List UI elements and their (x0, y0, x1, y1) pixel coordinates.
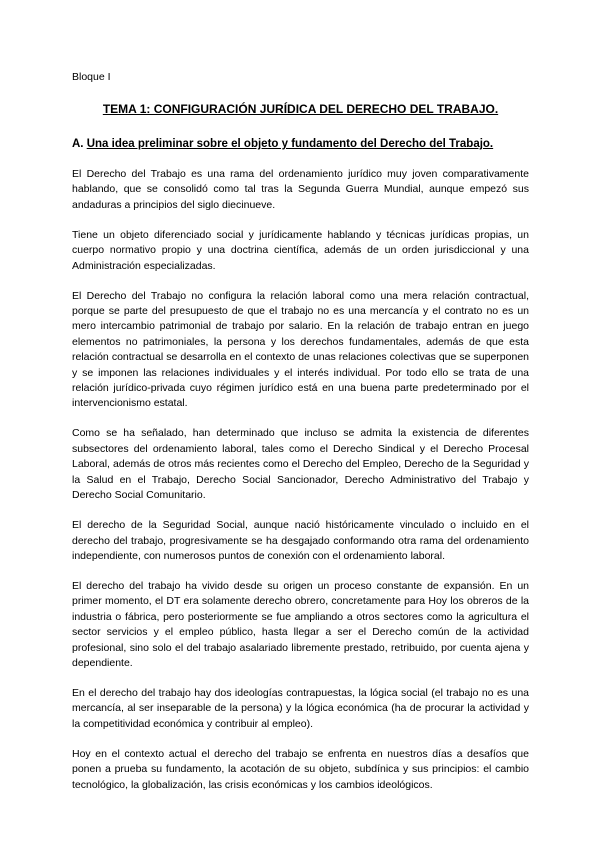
section-letter: A. (72, 138, 84, 150)
paragraph-1: El Derecho del Trabajo es una rama del ordenamiento jurídico muy joven comparativamente hablando, que se consolidó como tal tras la Segunda Guerra Mundial, aunque empezó sus andaduras a principios del siglo diecinueve. (72, 168, 529, 211)
page-title: TEMA 1: CONFIGURACIÓN JURÍDICA DEL DERECHO DEL TRABAJO. (102, 102, 499, 116)
document-page (72, 70, 529, 808)
paragraph-5: El derecho de la Seguridad Social, aunque nació históricamente vinculado o incluido en el derecho del trabajo, progresivamente se ha desgajado conformando otra rama del ordenamiento independiente, con numerosos puntos de conexión con el ordenamiento laboral. (72, 519, 529, 562)
paragraph-2: Tiene un objeto diferenciado social y jurídicamente hablando y técnicas jurídicas propias, un cuerpo normativo propio y una doctrina científica, además de un orden jurisdiccional y una Administración especializadas. (72, 228, 529, 272)
paragraph-8: Hoy en el contexto actual el derecho del trabajo se enfrenta en nuestros días a desafíos que ponen a prueba su fundamento, la acotación de su objeto, subdínica y sus principios: el cambio tecnológico, la globalización, las crisis económicas y los cambios ideológicos. (72, 747, 529, 791)
block-label: Bloque I (72, 71, 111, 83)
section-heading (72, 137, 529, 152)
paragraph-3: El Derecho del Trabajo no configura la relación laboral como una mera relación contractual, porque se parte del presupuesto de que el trabajo no es una mercancía y el contrato no es un mero intercambio patrimonial de trabajo por salario. En la relación de trabajo entran en juego elementos no patrimoniales, la persona y los derechos fundamentales, además de que esta relación contractual se desarrolla en el contexto de unas relaciones colectivas que se superponen y se imponen las relaciones individuales y el interés individual. Por todo ello se trata de una relación jurídico-privada cuyo régimen jurídico está en una buena parte predeterminado por el intervencionismo estatal. (72, 289, 529, 410)
paragraph-4: Como se ha señalado, han determinado que incluso se admita la existencia de diferentes subsectores del ordenamiento laboral, tales como el Derecho Sindical y el Derecho Procesal Laboral, además de otros más recientes como el Derecho del Empleo, Derecho de la Seguridad y la Salud en el Trabajo, Derecho Social Sancionador, Derecho Administrativo del Trabajo y Derecho Social Comunitario. (72, 427, 529, 502)
paragraph-6: El derecho del trabajo ha vivido desde su origen un proceso constante de expansión. En un primer momento, el DT era solamente derecho obrero, concretamente para Hoy los obreros de la industria o fábrica, pero posteriormente se fue ampliando a otros sectores como la agricultura el sector servicios y el empleo público, hasta llegar a ser el Derecho común de la actividad profesional, sino solo el del trabajo asalariado libremente prestado, retribuido, por cuenta ajena y dependiente. (72, 579, 529, 669)
paragraph-7: En el derecho del trabajo hay dos ideologías contrapuestas, la lógica social (el trabajo no es una mercancía, al ser inseparable de la persona) y la lógica económica (ha de procurar la actividad y la competitividad económica y contribuir al empleo). (72, 686, 529, 730)
section-title: Una idea preliminar sobre el objeto y fundamento del Derecho del Trabajo. (86, 138, 494, 150)
